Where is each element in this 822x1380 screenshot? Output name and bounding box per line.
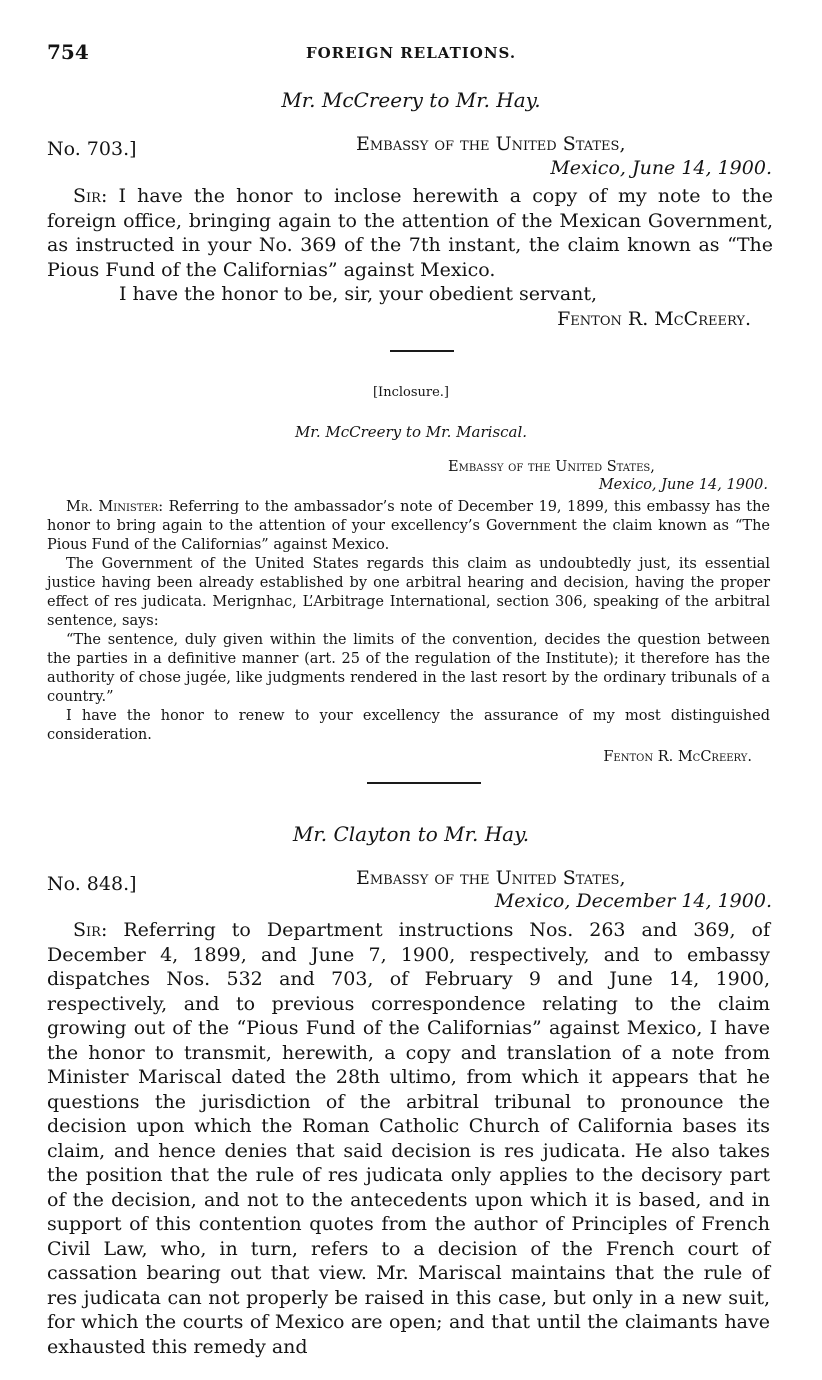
page-header <box>47 40 775 70</box>
letter2-embassy: Embassy of the United States, <box>356 867 626 889</box>
running-title: FOREIGN RELATIONS. <box>305 44 517 62</box>
inclosure-salutation: Mr. Minister: <box>66 499 164 515</box>
letter1-signature: Fenton R. McCreery. <box>557 307 751 330</box>
letter1-embassy: Embassy of the United States, <box>356 133 626 155</box>
letter2-text: Referring to Department instructions Nos. 263 and 369, of December 4, 1899, and June 7, 1900, respectively, and to embassy dispatches Nos. 532 and 703, of February 9 and June 14, 1900, respectively, and to previous correspondence relating to the claim growing out of the “Pious Fund of the Californias” against Mexico, I have the honor to transmit, herewith, a copy and translation of a note from Minister Mariscal dated the 28th ultimo, from which it appears that he questions the jurisdiction of the arbitral tribunal to pronounce the decision upon which the Roman Catholic Church of California bases its claim, and hence denies that said decision is res judicata. He also takes the position that the rule of res judicata only applies to the decisory part of the decision, and not to the antecedents upon which it is based, and in support of this contention quotes from the author of Principles of French Civil Law, who, in turn, refers to a decision of the French court of cassation bearing out that view. Mr. Mariscal maintains that the rule of res judicata can not properly be raised in this case, but only in a new suit, for which the courts of Mexico are open; and that until the claimants have exhausted this remedy and <box>47 919 770 1358</box>
letter2-body <box>47 918 770 1359</box>
letter2-number: No. 848.] <box>47 873 137 895</box>
inclosure-signature: Fenton R. McCreery. <box>603 749 752 765</box>
inclosure-place-date: Mexico, June 14, 1900. <box>598 477 768 493</box>
inclosure-paragraph-3: “The sentence, duly given within the limits of the convention, decides the question between the parties in a definitive manner (art. 25 of the regulation of the Institute); it therefore has the authority of chose jugée, like judgments rendered in the last resort by the ordinary tribunals of a country.” <box>47 632 770 705</box>
letter1-text: I have the honor to inclose herewith a copy of my note to the foreign office, bringing again to the attention of the Mexican Government, as instructed in your No. 369 of the 7th instant, the claim known as “The Pious Fund of the Californias” against Mexico. <box>47 185 773 281</box>
letter2-paragraph <box>47 918 770 1359</box>
inclosure-paragraph-4: I have the honor to renew to your excellency the assurance of my most distinguished consideration. <box>47 708 770 743</box>
letter1-number: No. 703.] <box>47 138 137 160</box>
inclosure-paragraph-2: The Government of the United States regards this claim as undoubtedly just, its essential justice having been already established by one arbitral hearing and decision, having the proper effect of res judicata. Merignhac, L’Arbitrage International, section 306, speaking of the arbitral sentence, says: <box>47 556 770 629</box>
letter2-heading: Mr. Clayton to Mr. Hay. <box>292 822 530 846</box>
inclosure-para1-text: Referring to the ambassador’s note of December 19, 1899, this embassy has the honor to bring again to the attention of your excellency’s Government the claim known as “The Pious Fund of the Californias” against Mexico. <box>47 499 771 553</box>
letter1-heading: Mr. McCreery to Mr. Hay. <box>281 88 541 112</box>
letter2-place-date: Mexico, December 14, 1900. <box>494 890 772 912</box>
letter2-salutation: Sir: <box>73 919 108 941</box>
inclosure-embassy: Embassy of the United States, <box>448 459 655 475</box>
page-number: 754 <box>47 40 89 64</box>
letter1-paragraph <box>47 184 773 282</box>
letter1-salutation: Sir: <box>73 185 108 207</box>
letter1-closing: I have the honor to be, sir, your obedient servant, <box>119 283 598 305</box>
section-divider-2 <box>367 782 481 784</box>
inclosure-heading: Mr. McCreery to Mr. Mariscal. <box>294 423 528 441</box>
inclosure-label: [Inclosure.] <box>372 385 449 400</box>
inclosure-paragraph-1 <box>47 498 770 555</box>
inclosure-body <box>47 498 770 767</box>
letter1-place-date: Mexico, June 14, 1900. <box>550 157 772 179</box>
letter1-body <box>47 184 773 331</box>
section-divider <box>390 350 454 352</box>
